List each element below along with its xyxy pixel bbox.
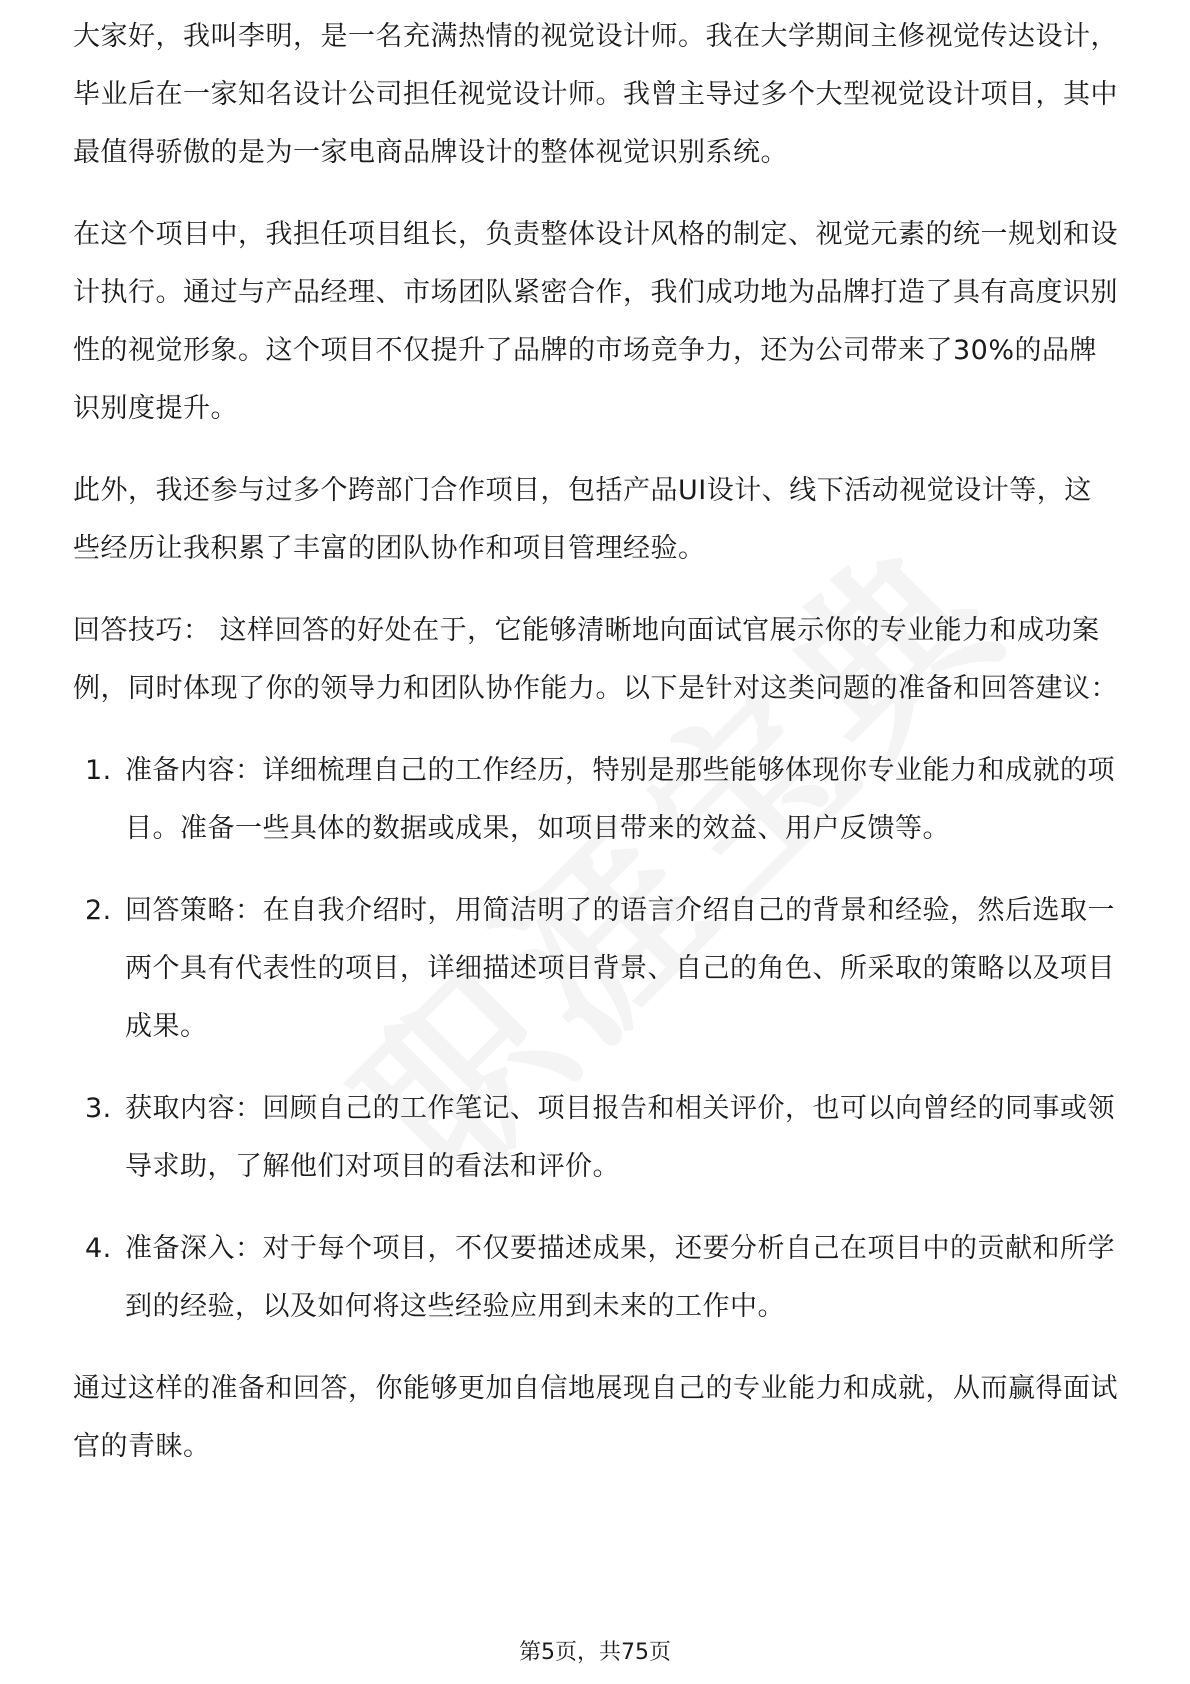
list-item-number: 1. xyxy=(85,755,112,786)
page-number-footer: 第5页，共75页 xyxy=(519,1640,671,1665)
list-item-number: 4. xyxy=(85,1233,112,1264)
list-item-text: 获取内容：回顾自己的工作笔记、项目报告和相关评价，也可以向曾经的同事或领导求助，了解他们对项目的看法和评价。 xyxy=(125,1093,1115,1182)
list-item-number: 2. xyxy=(85,895,112,926)
list-item-text: 准备内容：详细梳理自己的工作经历，特别是那些能够体现你专业能力和成就的项目。准备一些具体的数据或成果，如项目带来的效益、用户反馈等。 xyxy=(125,755,1115,844)
list-item xyxy=(73,742,1118,858)
paragraph-project: 在这个项目中，我担任项目组长，负责整体设计风格的制定、视觉元素的统一规划和设计执行。通过与产品经理、市场团队紧密合作，我们成功地为品牌打造了具有高度识别性的视觉形象。这个项目不仅提升了品牌的市场竞争力，还为公司带来了30%的品牌识别度提升。 xyxy=(73,219,1118,424)
document-body xyxy=(73,22,1118,1500)
list-item-text: 准备深入：对于每个项目，不仅要描述成果，还要分析自己在项目中的贡献和所学到的经验，以及如何将这些经验应用到未来的工作中。 xyxy=(125,1233,1115,1322)
list-item xyxy=(73,1080,1118,1196)
list-item xyxy=(73,882,1118,1056)
paragraph-closing: 通过这样的准备和回答，你能够更加自信地展现自己的专业能力和成就，从而赢得面试官的青睐。 xyxy=(73,1373,1118,1462)
list-item-text: 回答策略：在自我介绍时，用简洁明了的语言介绍自己的背景和经验，然后选取一两个具有代表性的项目，详细描述项目背景、自己的角色、所采取的策略以及项目成果。 xyxy=(125,895,1115,1042)
paragraph-intro: 大家好，我叫李明，是一名充满热情的视觉设计师。我在大学期间主修视觉传达设计，毕业后在一家知名设计公司担任视觉设计师。我曾主导过多个大型视觉设计项目，其中最值得骄傲的是为一家电商品牌设计的整体视觉识别系统。 xyxy=(73,21,1118,168)
advice-list xyxy=(73,742,1118,1336)
list-item xyxy=(73,1220,1118,1336)
list-item-number: 3. xyxy=(85,1093,112,1124)
paragraph-cross-team: 此外，我还参与过多个跨部门合作项目，包括产品UI设计、线下活动视觉设计等，这些经历让我积累了丰富的团队协作和项目管理经验。 xyxy=(73,475,1092,564)
paragraph-answer-tips: 回答技巧： 这样回答的好处在于，它能够清晰地向面试官展示你的专业能力和成功案例，同时体现了你的领导力和团队协作能力。以下是针对这类问题的准备和回答建议： xyxy=(73,615,1118,704)
